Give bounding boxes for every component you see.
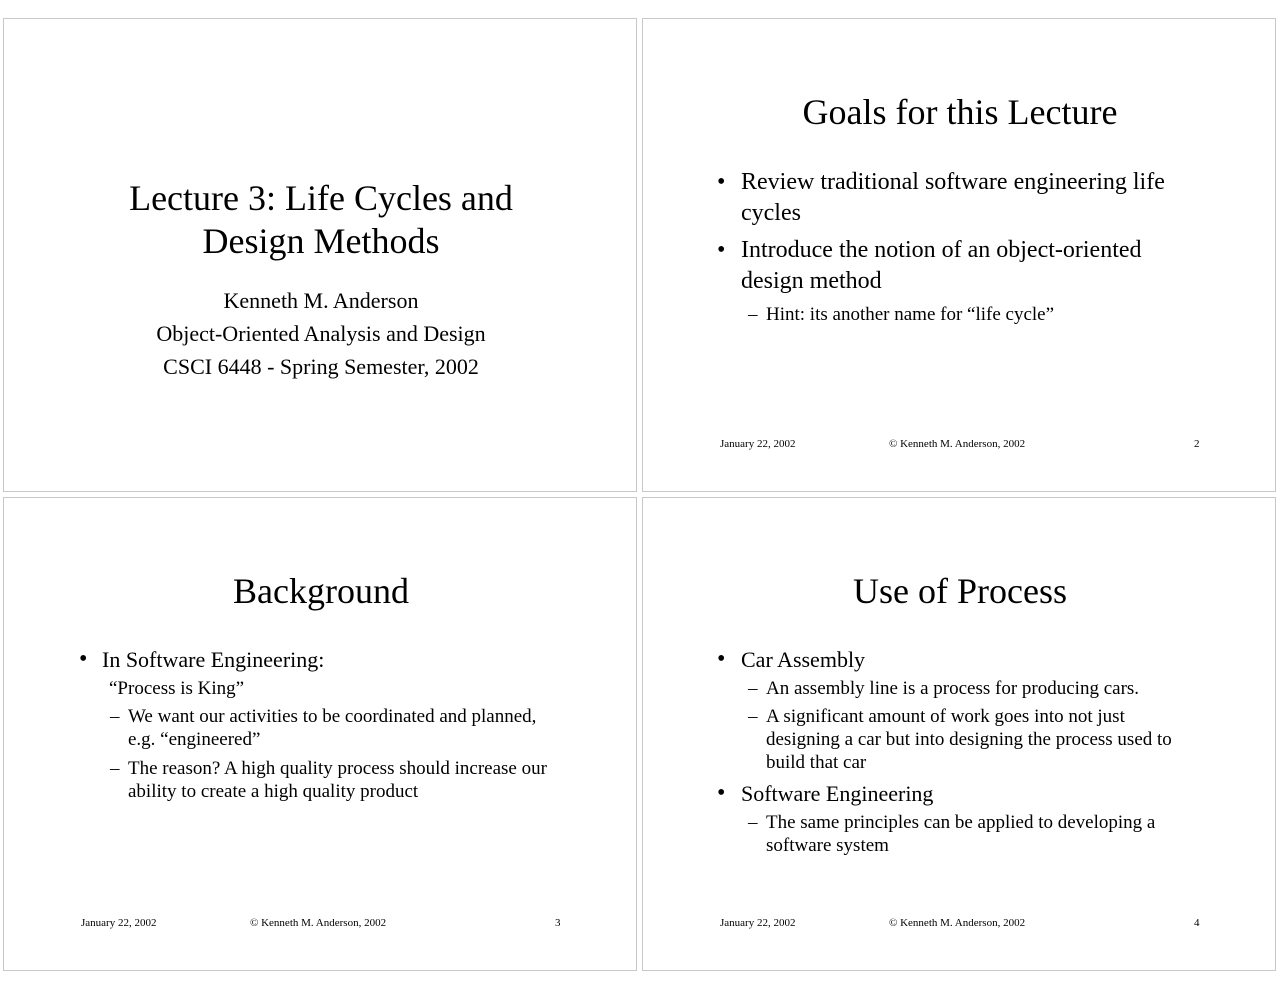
- sub-3-line-2: software system: [766, 835, 889, 856]
- course-name: Object-Oriented Analysis and Design: [156, 321, 486, 346]
- sub-1-line-1: We want our activities to be coordinated and planned,: [128, 706, 537, 727]
- slide-1: [3, 18, 637, 492]
- bullet-1-line-1: Review traditional software engineering life: [741, 169, 1165, 195]
- bullet-icon: •: [79, 646, 88, 672]
- course-term: CSCI 6448 - Spring Semester, 2002: [163, 354, 479, 379]
- author-name: Kenneth M. Anderson: [223, 288, 419, 313]
- bullet-1: Car Assembly: [741, 647, 866, 672]
- bullet-icon: •: [717, 169, 726, 195]
- slide-4: [642, 497, 1276, 971]
- slide-title-line-2: Design Methods: [202, 221, 440, 261]
- slide-2: [642, 18, 1276, 492]
- dash-icon: –: [748, 812, 758, 833]
- dash-icon: –: [748, 304, 758, 325]
- bullet-1-line-2: cycles: [741, 200, 801, 226]
- bullet-1: In Software Engineering:: [102, 647, 325, 672]
- footer-date: January 22, 2002: [81, 917, 157, 929]
- dash-icon: –: [110, 706, 120, 727]
- dash-icon: –: [748, 706, 758, 727]
- sub-2-line-2: ability to create a high quality product: [128, 781, 419, 802]
- sub-2-line-1: A significant amount of work goes into not just: [766, 706, 1125, 727]
- sub-2-line-2: designing a car but into designing the process used to: [766, 729, 1172, 750]
- bullet-icon: •: [717, 780, 726, 806]
- bullet-icon: •: [717, 237, 726, 263]
- slide-3: [3, 497, 637, 971]
- sub-2-line-3: build that car: [766, 752, 867, 773]
- slide-title: Use of Process: [853, 571, 1067, 611]
- footer-copyright: © Kenneth M. Anderson, 2002: [889, 917, 1026, 929]
- bullet-2: Software Engineering: [741, 781, 934, 806]
- sub-3-line-1: The same principles can be applied to developing a: [766, 812, 1156, 833]
- footer-copyright: © Kenneth M. Anderson, 2002: [250, 917, 387, 929]
- sub-1: An assembly line is a process for producing cars.: [766, 678, 1140, 699]
- sub-1-line-2: e.g. “engineered”: [128, 729, 261, 750]
- sub-bullet: Hint: its another name for “life cycle”: [766, 304, 1055, 325]
- bullet-icon: •: [717, 646, 726, 672]
- quote-line: “Process is King”: [109, 678, 245, 699]
- footer-date: January 22, 2002: [720, 917, 796, 929]
- bullet-2-line-2: design method: [741, 268, 882, 294]
- page-number: 4: [1194, 917, 1200, 929]
- slide-title: Goals for this Lecture: [802, 92, 1118, 132]
- sub-2-line-1: The reason? A high quality process should increase our: [128, 758, 547, 779]
- bullet-2-line-1: Introduce the notion of an object-oriented: [741, 237, 1142, 263]
- footer-date: January 22, 2002: [720, 438, 796, 450]
- dash-icon: –: [748, 678, 758, 699]
- slide-title-line-1: Lecture 3: Life Cycles and: [129, 178, 513, 218]
- page-number: 3: [555, 917, 561, 929]
- page-number: 2: [1194, 438, 1200, 450]
- slide-title: Background: [233, 571, 409, 611]
- footer-copyright: © Kenneth M. Anderson, 2002: [889, 438, 1026, 450]
- dash-icon: –: [110, 758, 120, 779]
